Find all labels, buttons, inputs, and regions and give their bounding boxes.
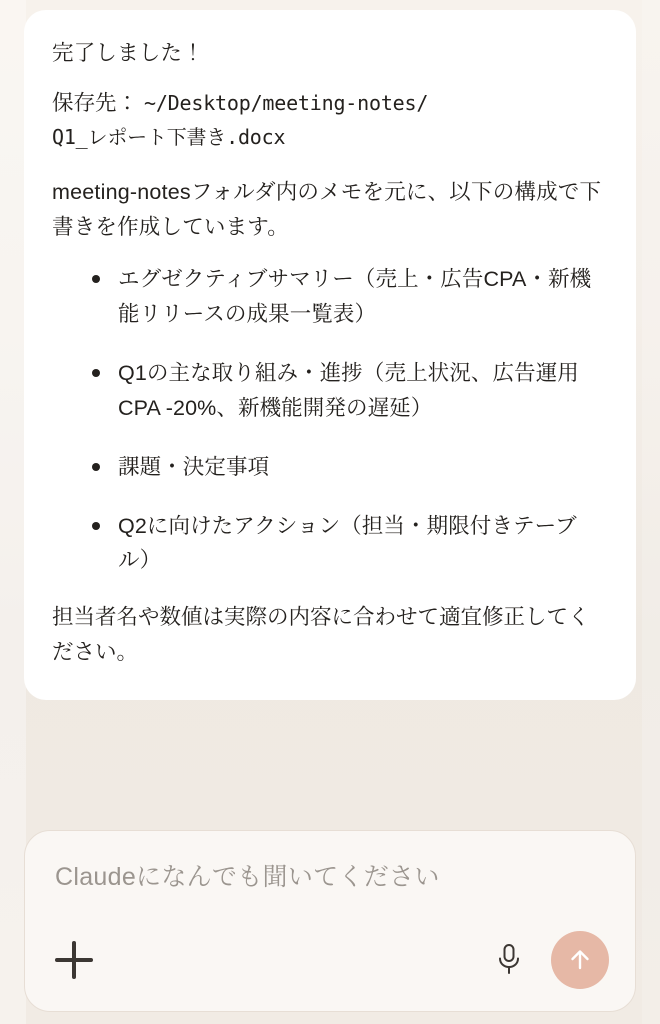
list-item: 課題・決定事項 <box>90 450 608 485</box>
composer-right-tools <box>489 931 609 989</box>
plus-icon[interactable] <box>51 937 97 983</box>
message-closing: 担当者名や数値は実際の内容に合わせて適宜修正してください。 <box>52 605 590 665</box>
microphone-icon[interactable] <box>489 938 529 982</box>
composer-container <box>24 830 636 1024</box>
chat-input[interactable]: Claudeになんでも聞いてください <box>55 863 440 891</box>
list-item: エグゼクティブサマリー（売上・広告CPA・新機能リリースの成果一覧表） <box>90 262 608 332</box>
list-item: Q1の主な取り組み・進捗（売上状況、広告運用CPA -20%、新機能開発の遅延） <box>90 356 608 426</box>
composer-toolbar <box>47 931 613 993</box>
save-destination-file: Q1_レポート下書き.docx <box>52 124 286 149</box>
save-destination-label: 保存先： <box>52 90 139 115</box>
message-intro: meeting-notesフォルダ内のメモを元に、以下の構成で下書きを作成しています。 <box>52 179 602 239</box>
save-destination-line <box>52 87 608 155</box>
send-button[interactable] <box>551 931 609 989</box>
list-item: Q2に向けたアクション（担当・期限付きテーブル） <box>90 509 608 579</box>
save-destination-path: ~/Desktop/meeting-notes/ <box>144 90 429 115</box>
message-headline: 完了しました！ <box>52 41 204 65</box>
assistant-message-bubble <box>24 10 636 700</box>
message-composer[interactable] <box>24 830 636 1012</box>
arrow-up-icon <box>566 946 594 974</box>
outline-list <box>52 262 608 578</box>
